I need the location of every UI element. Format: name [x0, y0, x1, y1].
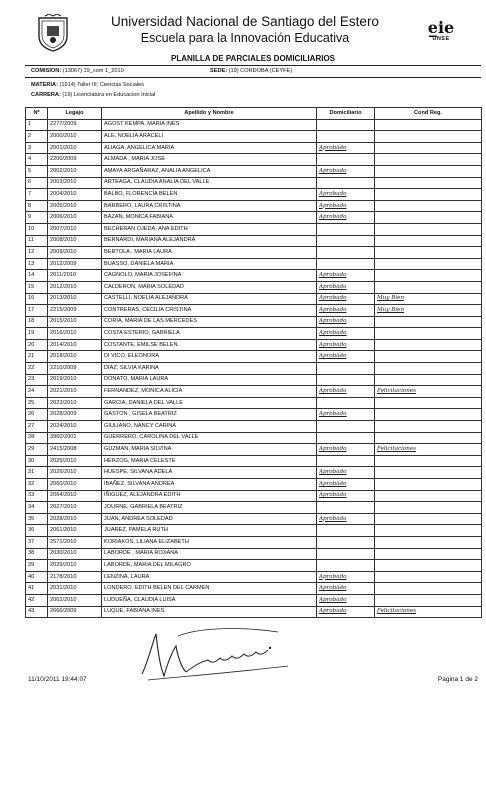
table-row — [26, 594, 482, 606]
cell-name: CASTELLI, NOELIA ALEJANDRA — [102, 293, 317, 305]
cell-domiciliario — [317, 154, 375, 166]
cell-name: DI VICO, ELEONORA — [102, 351, 317, 363]
school-name: Escuela para la Innovación Educativa — [140, 31, 350, 45]
table-row — [26, 386, 482, 398]
cell-legajo: 2018/2010 — [48, 351, 102, 363]
sede-line — [210, 68, 292, 75]
cell-number: 38 — [26, 548, 48, 560]
cell-cond-reg — [375, 583, 482, 595]
materia-label: MATERIA: — [31, 82, 58, 88]
cell-number: 14 — [26, 270, 48, 282]
title-divider — [25, 65, 481, 66]
table-row — [26, 165, 482, 177]
table-row — [26, 409, 482, 421]
cell-number: 3 — [26, 142, 48, 154]
comision-label: COMISION: — [31, 68, 62, 74]
table-row — [26, 223, 482, 235]
cell-number: 28 — [26, 432, 48, 444]
table-row — [26, 397, 482, 409]
cell-legajo: 2011/2010 — [48, 270, 102, 282]
cell-legajo: 2025/2010 — [48, 455, 102, 467]
table-row — [26, 305, 482, 317]
cell-cond-reg — [375, 119, 482, 131]
cell-cond-reg — [375, 154, 482, 166]
cell-cond-reg — [375, 560, 482, 572]
cell-name: BARBERO, LAURA CRISTINA — [102, 200, 317, 212]
cell-legajo: 2031/2010 — [48, 583, 102, 595]
table-row — [26, 374, 482, 386]
cell-name: GUERRERO, CAROLINA DEL VALLE — [102, 432, 317, 444]
table-row — [26, 606, 482, 618]
cell-name: GASTON , GISELA BEATRIZ — [102, 409, 317, 421]
cell-cond-reg — [375, 189, 482, 201]
cell-legajo: 2012/2009 — [48, 258, 102, 270]
cell-domiciliario — [317, 525, 375, 537]
cell-domiciliario: Aprobado — [317, 189, 375, 201]
cell-legajo: 2000/2010 — [48, 131, 102, 143]
cell-number: 15 — [26, 281, 48, 293]
cell-cond-reg — [375, 536, 482, 548]
cell-cond-reg — [375, 339, 482, 351]
cell-number: 19 — [26, 328, 48, 340]
cell-cond-reg — [375, 177, 482, 189]
cell-cond-reg — [375, 316, 482, 328]
cell-cond-reg — [375, 397, 482, 409]
cell-cond-reg — [375, 409, 482, 421]
cell-name: LONDERO, EDITH BELEN DEL CARMEN — [102, 583, 317, 595]
cell-cond-reg — [375, 270, 482, 282]
cell-name: FERNANDEZ, MONICA ALICIA — [102, 386, 317, 398]
cell-name: AGOST KEMPA, MARIA INES — [102, 119, 317, 131]
cell-cond-reg — [375, 421, 482, 433]
cell-cond-reg: Felicitaciones — [375, 606, 482, 618]
cell-cond-reg — [375, 363, 482, 375]
cell-number: 39 — [26, 560, 48, 572]
cell-domiciliario: Aprobado — [317, 328, 375, 340]
cell-number: 12 — [26, 247, 48, 259]
cell-name: BUASSO, DANIELA MARIA — [102, 258, 317, 270]
header-name: Apellido y Nombre — [102, 108, 317, 120]
table-row — [26, 131, 482, 143]
cell-domiciliario: Aprobado — [317, 316, 375, 328]
cell-number: 33 — [26, 490, 48, 502]
cell-number: 17 — [26, 305, 48, 317]
cell-domiciliario — [317, 235, 375, 247]
cell-cond-reg — [375, 594, 482, 606]
cell-legajo: 2026/2010 — [48, 467, 102, 479]
table-row — [26, 119, 482, 131]
table-row — [26, 258, 482, 270]
cell-legajo: 2060/2010 — [48, 479, 102, 491]
cell-name: LABORDE, MARIA DEL MILAGRO — [102, 560, 317, 572]
header-legajo: Legajo — [48, 108, 102, 120]
cell-domiciliario — [317, 397, 375, 409]
table-row — [26, 142, 482, 154]
cell-cond-reg — [375, 351, 482, 363]
cell-name: LABORDE , MARIA ROXANA — [102, 548, 317, 560]
materia-line — [31, 82, 144, 89]
cell-legajo: 2024/2010 — [48, 421, 102, 433]
table-row — [26, 455, 482, 467]
cell-number: 9 — [26, 212, 48, 224]
table-row — [26, 421, 482, 433]
cell-domiciliario: Aprobado — [317, 583, 375, 595]
cell-cond-reg — [375, 212, 482, 224]
cell-domiciliario: Aprobado — [317, 339, 375, 351]
cell-domiciliario — [317, 258, 375, 270]
table-row — [26, 316, 482, 328]
cell-legajo: 2027/2010 — [48, 502, 102, 514]
cell-domiciliario — [317, 363, 375, 375]
table-row — [26, 490, 482, 502]
cell-name: JUAREZ, PAMELA RUTH — [102, 525, 317, 537]
cell-number: 23 — [26, 374, 48, 386]
cell-domiciliario: Aprobado — [317, 513, 375, 525]
table-row — [26, 583, 482, 595]
cell-legajo: 2200/2009 — [48, 154, 102, 166]
cell-legajo: 2006/2010 — [48, 212, 102, 224]
cell-number: 11 — [26, 235, 48, 247]
cell-legajo: 2005/2010 — [48, 200, 102, 212]
cell-legajo: 2012/2010 — [48, 281, 102, 293]
print-timestamp: 11/10/2011 19:44:07 — [28, 676, 87, 683]
sede-value: (19) CORDOBA (CEYFE) — [228, 68, 293, 74]
cell-number: 24 — [26, 386, 48, 398]
document-header — [80, 14, 410, 46]
cell-legajo: 2061/2010 — [48, 525, 102, 537]
cell-name: JOURNE, GABRIELA BEATRIZ — [102, 502, 317, 514]
cell-domiciliario: Aprobado — [317, 165, 375, 177]
cell-domiciliario — [317, 560, 375, 572]
cell-number: 42 — [26, 594, 48, 606]
cell-number: 31 — [26, 467, 48, 479]
table-row — [26, 154, 482, 166]
cell-legajo: 2001/2010 — [48, 142, 102, 154]
cell-name: ALMADA , MARIA JOSE — [102, 154, 317, 166]
cell-name: HUESPE, SILVANA ADELA — [102, 467, 317, 479]
cell-number: 10 — [26, 223, 48, 235]
cell-number: 43 — [26, 606, 48, 618]
cell-legajo: 2016/2010 — [48, 328, 102, 340]
cell-name: BERNARDI, MARIANA ALEJANDRA — [102, 235, 317, 247]
cell-legajo: 2019/2010 — [48, 374, 102, 386]
cell-name: CAGNOLO, MARIA JOSEFINA — [102, 270, 317, 282]
logo-text: UNSE — [432, 36, 450, 42]
cell-name: JUAN, ANDREA SOLEDAD — [102, 513, 317, 525]
cell-domiciliario: Aprobado — [317, 142, 375, 154]
cell-legajo: 2210/2009 — [48, 363, 102, 375]
cell-legajo: 2007/2010 — [48, 223, 102, 235]
cell-cond-reg — [375, 455, 482, 467]
cell-number: 16 — [26, 293, 48, 305]
cell-legajo: 2021/2010 — [48, 386, 102, 398]
cell-name: LENZINA, LAURA — [102, 571, 317, 583]
cell-domiciliario: Aprobado — [317, 571, 375, 583]
cell-domiciliario: Aprobado — [317, 270, 375, 282]
carrera-value: (19) Licenciatura en Educacion Inicial — [62, 92, 156, 98]
cell-number: 7 — [26, 189, 48, 201]
cell-cond-reg — [375, 513, 482, 525]
cell-number: 8 — [26, 200, 48, 212]
cell-legajo: 2013/2010 — [48, 293, 102, 305]
cell-domiciliario — [317, 548, 375, 560]
cell-legajo: 2666/2009 — [48, 606, 102, 618]
cell-number: 40 — [26, 571, 48, 583]
cell-domiciliario: Aprobado — [317, 594, 375, 606]
cell-cond-reg — [375, 281, 482, 293]
cell-cond-reg — [375, 258, 482, 270]
students-table — [25, 107, 482, 618]
meta-divider — [25, 77, 481, 78]
cell-domiciliario — [317, 247, 375, 259]
table-row — [26, 339, 482, 351]
cell-domiciliario: Aprobado — [317, 293, 375, 305]
cell-legajo: 2178/2010 — [48, 571, 102, 583]
table-row — [26, 177, 482, 189]
cell-legajo: 3960/2001 — [48, 432, 102, 444]
header-number: Nº — [26, 108, 48, 120]
cell-number: 4 — [26, 154, 48, 166]
cell-legajo: 2003/2010 — [48, 177, 102, 189]
cell-name: COSTANTE, EMILSE BELEN — [102, 339, 317, 351]
cell-name: IBAÑEZ, SILVANA ANDREA — [102, 479, 317, 491]
table-row — [26, 293, 482, 305]
cell-name: AMAYA ARGAÑARAZ, ANALIA ANGELICA — [102, 165, 317, 177]
table-row — [26, 467, 482, 479]
cell-cond-reg: Felicitaciones — [375, 386, 482, 398]
cell-domiciliario — [317, 421, 375, 433]
cell-cond-reg — [375, 142, 482, 154]
cell-domiciliario: Aprobado — [317, 351, 375, 363]
table-row — [26, 235, 482, 247]
handwritten-signature-icon — [138, 622, 298, 684]
header-domiciliario: Domiciliario — [317, 108, 375, 120]
cell-cond-reg — [375, 525, 482, 537]
cell-name: LUDUEÑA, CLAUDIA LUISA — [102, 594, 317, 606]
cell-domiciliario — [317, 223, 375, 235]
cell-cond-reg — [375, 571, 482, 583]
cell-name: ALIAGA, ANGELICA MARIA — [102, 142, 317, 154]
cell-domiciliario — [317, 455, 375, 467]
unse-logo — [424, 20, 458, 42]
carrera-line — [31, 92, 155, 99]
cell-cond-reg — [375, 548, 482, 560]
table-row — [26, 189, 482, 201]
cell-legajo: 2062/2010 — [48, 594, 102, 606]
cell-cond-reg — [375, 432, 482, 444]
table-row — [26, 502, 482, 514]
cell-cond-reg — [375, 374, 482, 386]
cell-cond-reg — [375, 235, 482, 247]
comision-line — [31, 68, 124, 75]
cell-number: 29 — [26, 444, 48, 456]
cell-domiciliario — [317, 374, 375, 386]
cell-cond-reg — [375, 502, 482, 514]
page-number: Pagina 1 de 2 — [437, 676, 478, 683]
document-title: PLANILLA DE PARCIALES DOMICILIARIOS — [171, 54, 335, 63]
materia-value: (1914) Taller III: Ciencias Sociales — [59, 82, 144, 88]
table-row — [26, 513, 482, 525]
cell-domiciliario — [317, 432, 375, 444]
cell-legajo: 2028/2010 — [48, 513, 102, 525]
table-row — [26, 351, 482, 363]
cell-name: BECHERAN OJEDA, ANA EDITH — [102, 223, 317, 235]
cell-name: ALE, NOELIA ARACELI — [102, 131, 317, 143]
cell-number: 37 — [26, 536, 48, 548]
cell-name: BAZAN, MONICA FABIANA — [102, 212, 317, 224]
cell-domiciliario: Aprobado — [317, 212, 375, 224]
cell-legajo: 2023/2010 — [48, 397, 102, 409]
university-name: Universidad Nacional de Santiago del Estero — [111, 14, 379, 29]
cell-legajo: 2064/2010 — [48, 490, 102, 502]
table-row — [26, 571, 482, 583]
cell-domiciliario: Aprobado — [317, 490, 375, 502]
cell-legajo: 2014/2010 — [48, 339, 102, 351]
cell-number: 6 — [26, 177, 48, 189]
table-row — [26, 444, 482, 456]
table-row — [26, 479, 482, 491]
logo-mark: e̲ie — [427, 18, 455, 37]
table-header-row — [26, 108, 482, 120]
header-cond-reg: Cond Reg. — [375, 108, 482, 120]
cell-name: BALBO, FLORENCIA BELEN — [102, 189, 317, 201]
table-row — [26, 212, 482, 224]
cell-legajo: 2277/2009 — [48, 119, 102, 131]
cell-cond-reg — [375, 467, 482, 479]
cell-number: 13 — [26, 258, 48, 270]
cell-name: COSTA ESTERIO, GABRIELA — [102, 328, 317, 340]
cell-number: 32 — [26, 479, 48, 491]
table-row — [26, 525, 482, 537]
cell-name: GIULIANO, NANCY CARINA — [102, 421, 317, 433]
cell-number: 35 — [26, 513, 48, 525]
cell-cond-reg — [375, 165, 482, 177]
cell-cond-reg — [375, 247, 482, 259]
table-row — [26, 247, 482, 259]
cell-domiciliario — [317, 502, 375, 514]
cell-legajo: 2571/2010 — [48, 536, 102, 548]
cell-cond-reg — [375, 328, 482, 340]
cell-name: GUZMAN, MARIA SILVINA — [102, 444, 317, 456]
cell-number: 1 — [26, 119, 48, 131]
cell-cond-reg: Muy Bien — [375, 305, 482, 317]
comision-value: (13067) 19_com 1_2010 — [62, 68, 124, 74]
table-row — [26, 548, 482, 560]
cell-legajo: 2009/2010 — [48, 247, 102, 259]
university-crest-icon — [36, 14, 70, 52]
cell-cond-reg — [375, 490, 482, 502]
sede-label: SEDE: — [210, 68, 228, 74]
cell-number: 2 — [26, 131, 48, 143]
cell-number: 20 — [26, 339, 48, 351]
cell-name: KORIAKOS, LILIANA ELIZABETH — [102, 536, 317, 548]
cell-domiciliario — [317, 131, 375, 143]
cell-number: 22 — [26, 363, 48, 375]
cell-legajo: 2015/2010 — [48, 316, 102, 328]
table-row — [26, 200, 482, 212]
cell-legajo: 2002/2010 — [48, 165, 102, 177]
table-row — [26, 270, 482, 282]
cell-number: 41 — [26, 583, 48, 595]
cell-number: 21 — [26, 351, 48, 363]
cell-domiciliario: Aprobado — [317, 281, 375, 293]
cell-number: 36 — [26, 525, 48, 537]
cell-number: 27 — [26, 421, 48, 433]
cell-cond-reg — [375, 479, 482, 491]
cell-domiciliario — [317, 119, 375, 131]
table-row — [26, 536, 482, 548]
table-row — [26, 560, 482, 572]
table-row — [26, 432, 482, 444]
cell-legajo: 2215/2009 — [48, 305, 102, 317]
cell-name: BERTOLA , MARIA LAURA — [102, 247, 317, 259]
cell-cond-reg — [375, 131, 482, 143]
cell-domiciliario: Aprobado — [317, 386, 375, 398]
cell-number: 25 — [26, 397, 48, 409]
cell-legajo: 2008/2010 — [48, 235, 102, 247]
cell-domiciliario: Aprobado — [317, 606, 375, 618]
cell-domiciliario: Aprobado — [317, 409, 375, 421]
cell-number: 5 — [26, 165, 48, 177]
cell-domiciliario: Aprobado — [317, 479, 375, 491]
cell-domiciliario: Aprobado — [317, 467, 375, 479]
cell-legajo: 2029/2010 — [48, 560, 102, 572]
cell-domiciliario — [317, 536, 375, 548]
cell-cond-reg: Felicitaciones — [375, 444, 482, 456]
cell-number: 18 — [26, 316, 48, 328]
cell-domiciliario: Aprobado — [317, 444, 375, 456]
cell-name: CORIA, MARIA DE LAS MERCEDES — [102, 316, 317, 328]
cell-name: HERZOG, MARIA CELESTE — [102, 455, 317, 467]
table-row — [26, 328, 482, 340]
cell-legajo: 2004/2010 — [48, 189, 102, 201]
cell-name: DIAZ, SILVIA KARINA — [102, 363, 317, 375]
cell-number: 26 — [26, 409, 48, 421]
carrera-label: CARRERA: — [31, 92, 61, 98]
cell-number: 34 — [26, 502, 48, 514]
cell-name: GARCIA, DANIELA DEL VALLE — [102, 397, 317, 409]
cell-name: CONTRERAS, CECILIA CRISTINA — [102, 305, 317, 317]
table-row — [26, 363, 482, 375]
cell-cond-reg: Muy Bien — [375, 293, 482, 305]
cell-name: IÑIGUEZ, ALEJANDRA EDITH — [102, 490, 317, 502]
cell-domiciliario: Aprobado — [317, 200, 375, 212]
cell-name: ARTEAGA, CLAUDIA ANALIA DEL VALLE — [102, 177, 317, 189]
cell-name: CALDERON, MARIA SOLEDAD — [102, 281, 317, 293]
cell-cond-reg — [375, 200, 482, 212]
cell-legajo: 2415/2008 — [48, 444, 102, 456]
cell-name: DONATO, MARIA LAURA — [102, 374, 317, 386]
cell-legajo: 2028/2009 — [48, 409, 102, 421]
cell-cond-reg — [375, 223, 482, 235]
cell-domiciliario: Aprobado — [317, 305, 375, 317]
cell-name: LUQUE, FABIANA INES — [102, 606, 317, 618]
cell-legajo: 2030/2010 — [48, 548, 102, 560]
table-row — [26, 281, 482, 293]
cell-domiciliario — [317, 177, 375, 189]
cell-number: 30 — [26, 455, 48, 467]
